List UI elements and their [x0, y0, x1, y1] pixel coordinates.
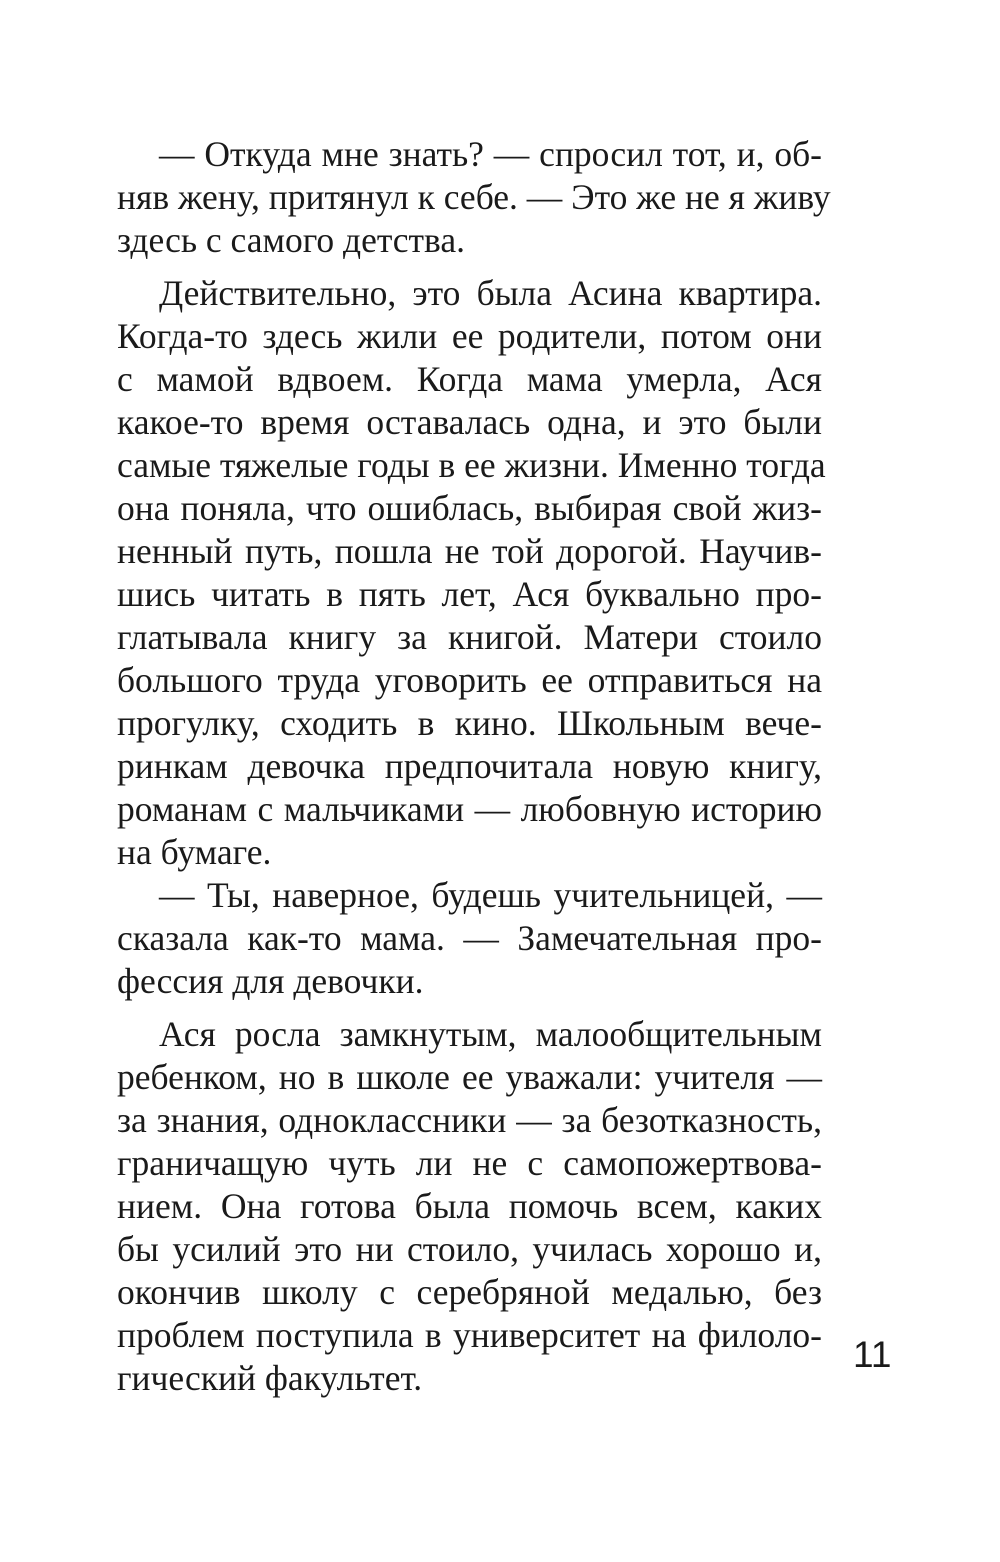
text-line: здесь с самого детства. [117, 220, 465, 260]
text-line: Ася росла замкнутым, малообщительным [159, 1014, 822, 1054]
text-line: — Ты, наверное, будешь учительницей, — [159, 875, 822, 915]
text-line: шись читать в пять лет, Ася буквально про- [117, 574, 822, 614]
text-line: на бумаге. [117, 832, 272, 872]
text-line: романам с мальчиками — любовную историю [117, 789, 822, 829]
text-line: нием. Она готова была помочь всем, каких [117, 1186, 822, 1226]
paragraph [117, 874, 822, 1003]
text-line: Действительно, это была Асина квартира. [159, 273, 822, 313]
text-line: граничащую чуть ли не с самопожертвова- [117, 1143, 822, 1183]
text-line: сказала как-то мама. — Замечательная про- [117, 918, 822, 958]
text-line: проблем поступила в университет на филоло- [117, 1315, 822, 1355]
book-page-text [117, 133, 831, 1400]
paragraph [117, 1013, 822, 1400]
paragraph [117, 133, 831, 262]
page-number: 11 [853, 1334, 892, 1375]
text-line: няв жену, притянул к себе. — Это же не я живу [117, 177, 831, 217]
text-line: ненный путь, пошла не той дорогой. Научив- [117, 531, 822, 571]
text-line: гический факультет. [117, 1358, 423, 1398]
text-line: она поняла, что ошиблась, выбирая свой жиз- [117, 488, 822, 528]
text-line: какое-то время оставалась одна, и это были [117, 402, 822, 442]
text-line: с мамой вдвоем. Когда мама умерла, Ася [117, 359, 822, 399]
text-line: глатывала книгу за книгой. Матери стоило [117, 617, 822, 657]
text-line: бы усилий это ни стоило, училась хорошо и, [117, 1229, 822, 1269]
text-line: ребенком, но в школе ее уважали: учителя — [117, 1057, 822, 1097]
text-line: — Откуда мне знать? — спросил тот, и, об- [159, 134, 822, 174]
text-line: за знания, одноклассники — за безотказность, [117, 1100, 822, 1140]
paragraph [117, 272, 826, 874]
text-line: прогулку, сходить в кино. Школьным вече- [117, 703, 822, 743]
text-line: окончив школу с серебряной медалью, без [117, 1272, 822, 1312]
text-line: фессия для девочки. [117, 961, 424, 1001]
text-line: самые тяжелые годы в ее жизни. Именно тогда [117, 445, 826, 485]
text-line: Когда-то здесь жили ее родители, потом они [117, 316, 822, 356]
text-line: большого труда уговорить ее отправиться на [117, 660, 822, 700]
text-line: ринкам девочка предпочитала новую книгу, [117, 746, 822, 786]
